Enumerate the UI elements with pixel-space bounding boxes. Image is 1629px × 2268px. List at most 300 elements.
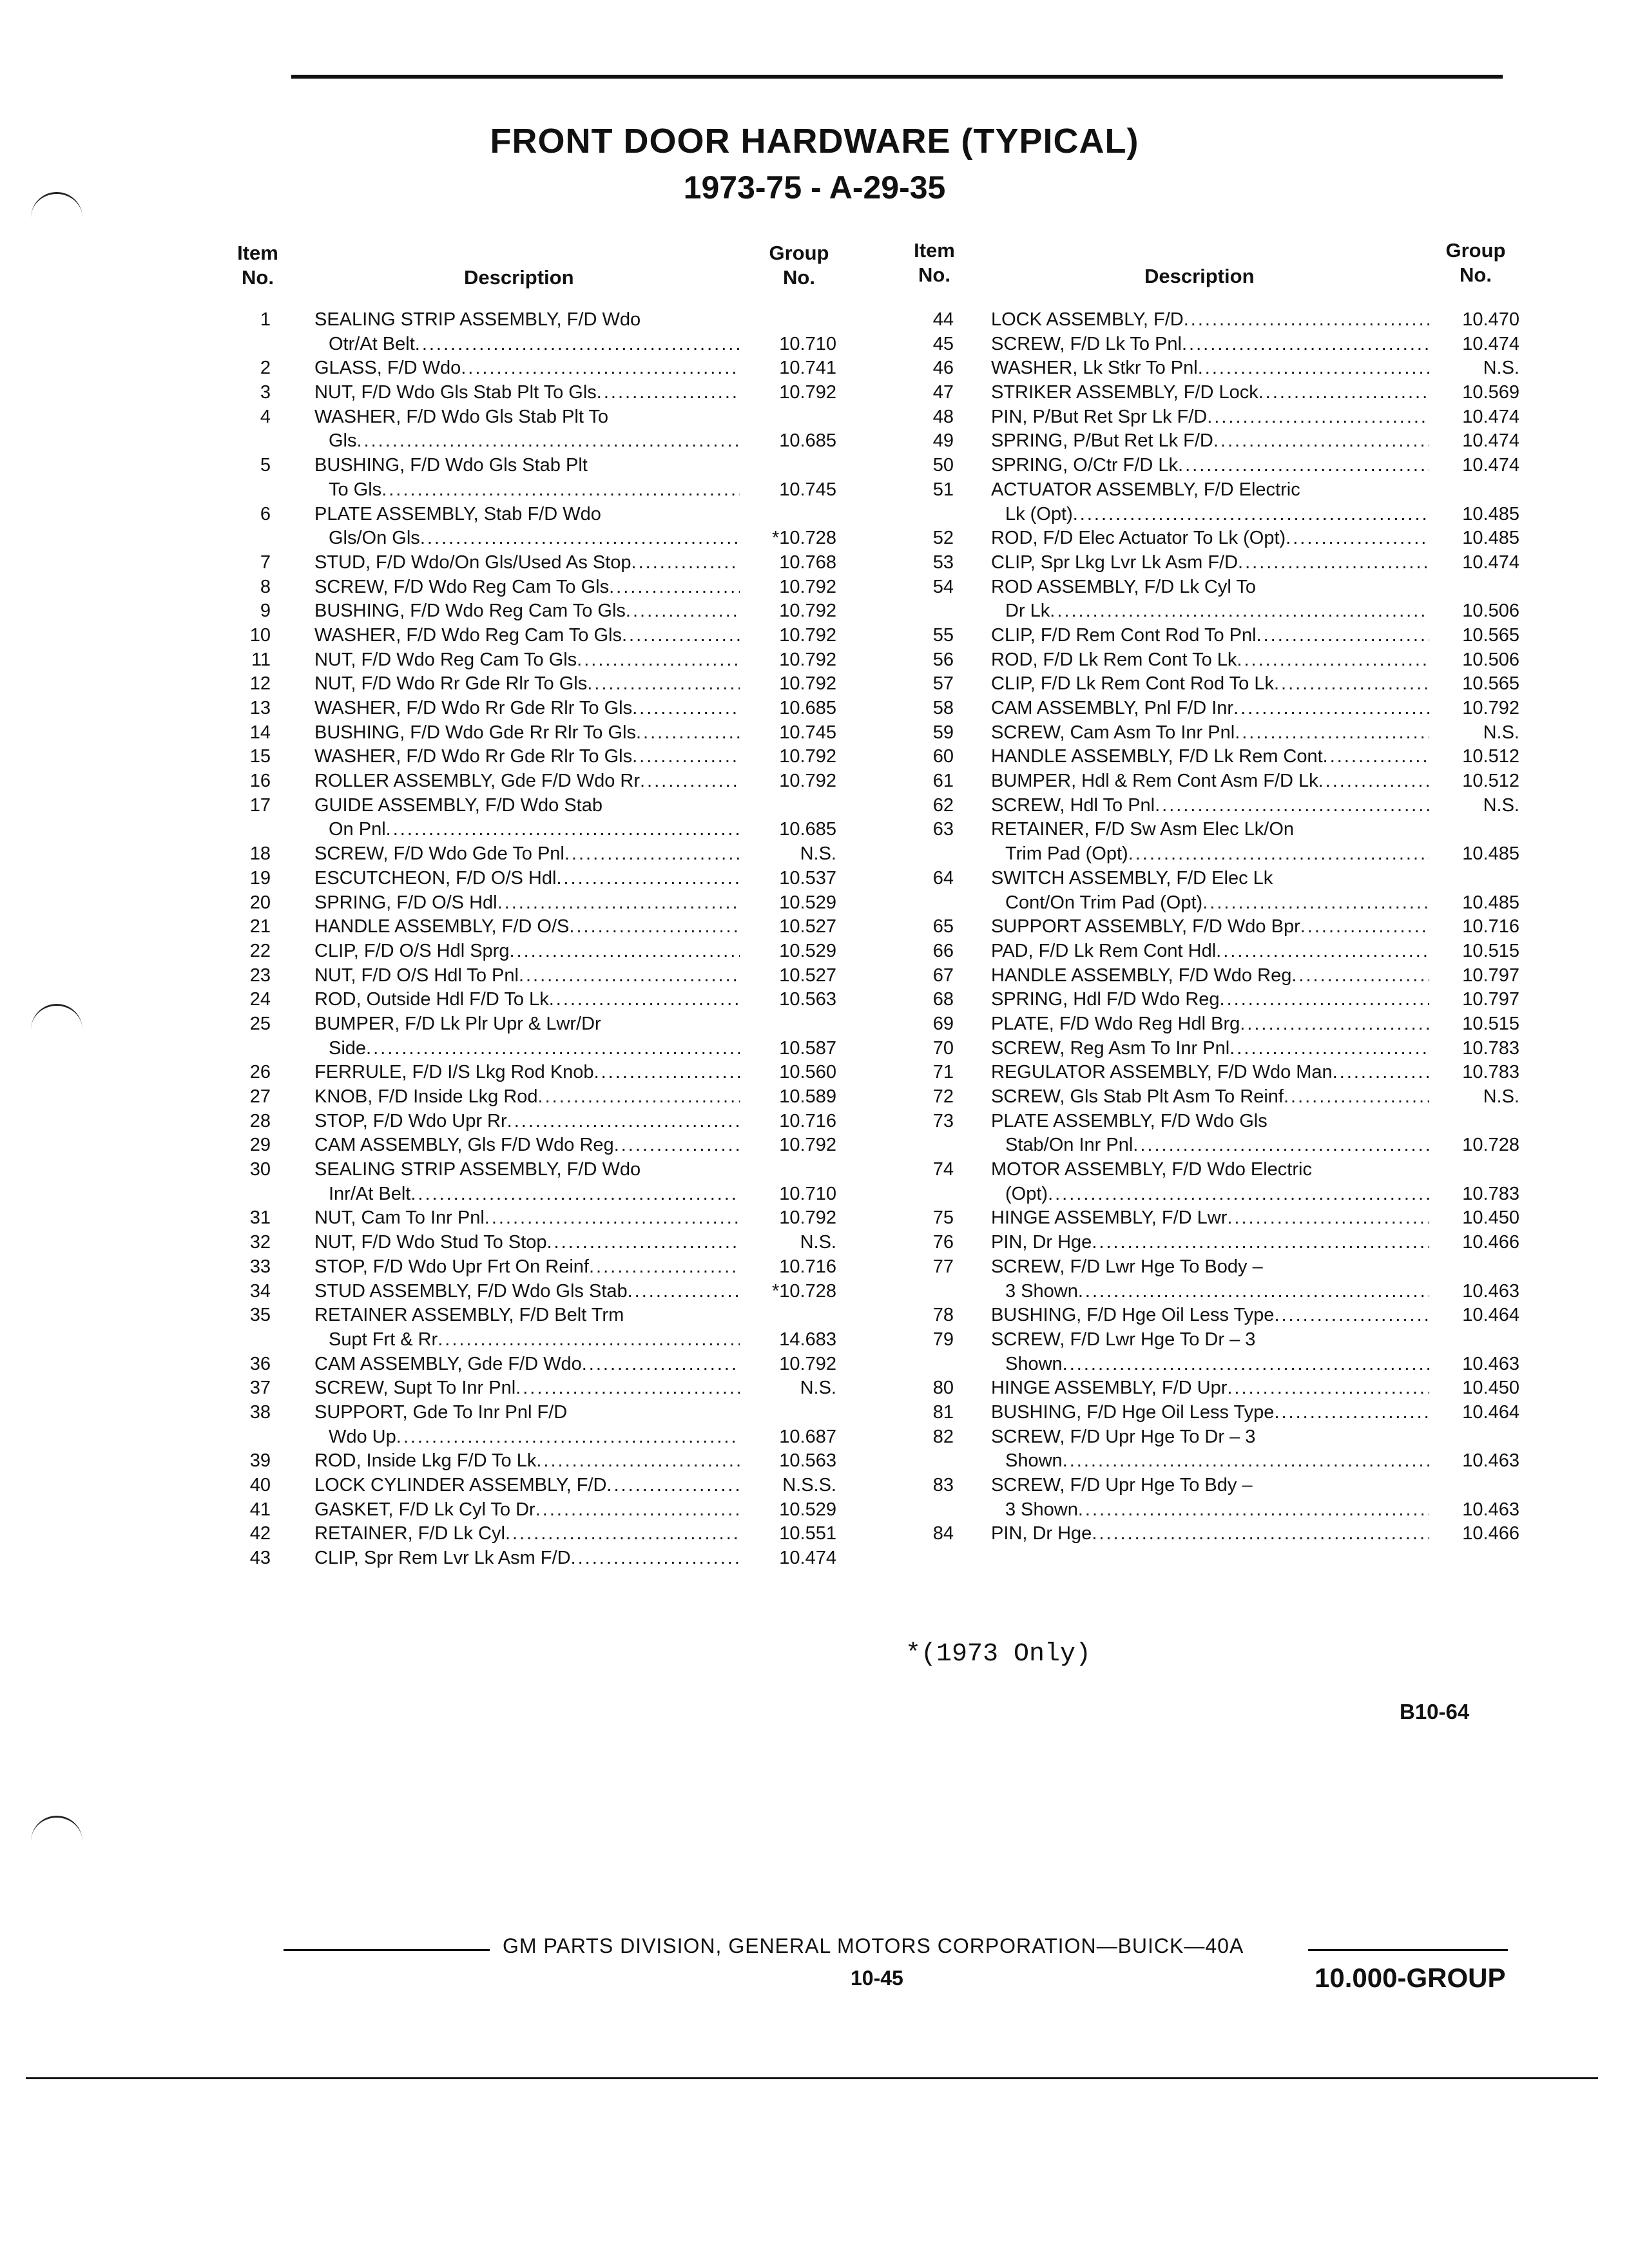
dot-leader	[1274, 1401, 1429, 1425]
item-description	[991, 794, 1429, 818]
description-text: GLASS, F/D Wdo	[314, 358, 461, 379]
description-text: HINGE ASSEMBLY, F/D Lwr	[991, 1207, 1228, 1229]
item-description	[314, 526, 740, 551]
group-number: 10.474	[1462, 455, 1519, 476]
item-description	[991, 624, 1429, 648]
table-row	[219, 672, 836, 697]
dot-leader	[631, 551, 740, 575]
table-row	[902, 405, 1519, 430]
dot-leader	[1333, 1061, 1429, 1085]
item-description	[991, 769, 1429, 794]
dot-leader	[622, 624, 740, 648]
item-description	[314, 818, 740, 842]
table-row	[219, 1401, 836, 1425]
item-number: 78	[932, 1305, 954, 1326]
group-number: 10.474	[779, 1548, 836, 1569]
group-number: N.S.	[1483, 1086, 1519, 1107]
dot-leader	[626, 599, 740, 624]
description-text: BUMPER, Hdl & Rem Cont Asm F/D Lk	[991, 771, 1318, 792]
group-number: 10.741	[779, 358, 836, 379]
item-description	[991, 575, 1429, 600]
item-description	[314, 891, 740, 916]
description-text: BUSHING, F/D Wdo Gde Rr Rlr To Gls	[314, 722, 636, 743]
footer-publisher: GM PARTS DIVISION, GENERAL MOTORS CORPORATION—BUICK—40A	[503, 1934, 1244, 1957]
item-number: 18	[249, 843, 271, 865]
description-text: WASHER, F/D Wdo Rr Gde Rlr To Gls	[314, 698, 633, 718]
table-row	[902, 381, 1519, 405]
group-number: 10.527	[779, 965, 836, 986]
group-number	[1442, 818, 1519, 842]
dot-leader	[589, 1255, 740, 1280]
dot-leader	[606, 1474, 740, 1498]
top-rule	[291, 75, 1503, 79]
item-number: 8	[260, 576, 271, 597]
description-text: ACTUATOR ASSEMBLY, F/D Electric	[991, 479, 1300, 500]
item-description	[314, 1037, 740, 1061]
dot-leader	[461, 356, 740, 381]
description-text: HANDLE ASSEMBLY, F/D O/S	[314, 916, 570, 937]
table-row	[902, 1328, 1519, 1352]
table-row	[902, 1231, 1519, 1255]
item-description	[314, 575, 740, 600]
group-number: 10.485	[1462, 503, 1519, 524]
table-row	[219, 842, 836, 867]
group-number: 10.563	[779, 989, 836, 1010]
item-number: 14	[249, 722, 271, 743]
dot-leader	[1198, 356, 1429, 381]
dot-leader	[636, 721, 740, 745]
group-number: 10.464	[1462, 1305, 1519, 1326]
group-number: 10.792	[779, 382, 836, 403]
table-row	[902, 503, 1519, 527]
item-number: 37	[249, 1378, 271, 1399]
dot-leader	[547, 1231, 740, 1255]
group-number: 10.797	[1462, 989, 1519, 1010]
description-text: PIN, Dr Hge	[991, 1523, 1092, 1544]
item-description	[314, 1085, 740, 1110]
item-description	[991, 1133, 1429, 1158]
description-text: 3 Shown	[1005, 1280, 1078, 1302]
table-row	[219, 381, 836, 405]
item-number: 21	[249, 916, 271, 937]
group-number: 10.792	[779, 746, 836, 767]
group-number: 10.589	[779, 1086, 836, 1107]
right-item-header	[909, 238, 960, 287]
item-number: 77	[932, 1256, 954, 1277]
item-description	[314, 1255, 740, 1280]
item-description	[991, 818, 1429, 842]
item-label: Item	[237, 242, 278, 264]
item-description	[314, 332, 740, 357]
description-text: SCREW, F/D Wdo Gde To Pnl	[314, 843, 564, 865]
item-number: 36	[249, 1353, 271, 1374]
table-row	[219, 1474, 836, 1498]
table-row	[902, 1206, 1519, 1231]
description-text: NUT, Cam To Inr Pnl	[314, 1207, 485, 1229]
table-row	[219, 1376, 836, 1401]
no-label: No.	[242, 266, 274, 289]
item-description	[991, 1401, 1429, 1425]
table-row	[902, 891, 1519, 916]
table-row	[902, 1037, 1519, 1061]
description-text: WASHER, F/D Wdo Gls Stab Plt To	[314, 406, 609, 427]
dot-leader	[1257, 624, 1429, 648]
table-row	[902, 1303, 1519, 1328]
left-group-header	[760, 241, 838, 290]
item-description	[314, 1401, 740, 1425]
item-description	[314, 745, 740, 769]
item-number	[902, 503, 960, 527]
item-number: 65	[932, 916, 954, 937]
description-text: BUSHING, F/D Hge Oil Less Type	[991, 1401, 1275, 1423]
item-number: 15	[249, 746, 271, 767]
item-description	[991, 454, 1429, 478]
table-row	[219, 1328, 836, 1352]
dot-leader	[1184, 308, 1429, 332]
description-text: PIN, P/But Ret Spr Lk F/D	[991, 406, 1208, 427]
table-row	[902, 478, 1519, 503]
group-number: 10.474	[1462, 333, 1519, 354]
item-number: 26	[249, 1062, 271, 1083]
item-description	[991, 551, 1429, 575]
item-description	[314, 503, 740, 527]
description-text: To Gls	[329, 479, 382, 500]
description-text: BUSHING, F/D Wdo Gls Stab Plt	[314, 455, 588, 476]
item-number: 28	[249, 1110, 271, 1131]
table-row	[219, 1280, 836, 1304]
item-description	[314, 1012, 740, 1037]
table-row	[219, 1110, 836, 1134]
table-row	[902, 1522, 1519, 1546]
group-number: 10.560	[779, 1062, 836, 1083]
description-text: STOP, F/D Wdo Upr Rr	[314, 1110, 507, 1131]
margin-mark	[31, 1816, 82, 1843]
item-description	[991, 1425, 1429, 1450]
description-text: (Opt)	[1005, 1183, 1048, 1204]
table-row	[902, 964, 1519, 988]
description-text: Gls/On Gls	[329, 528, 420, 549]
group-number: *10.728	[772, 528, 836, 549]
description-text: Gls	[329, 430, 357, 452]
dot-leader	[628, 1280, 740, 1304]
table-row	[219, 526, 836, 551]
group-number: 10.463	[1462, 1499, 1519, 1520]
group-number: 10.710	[779, 1183, 836, 1204]
description-text: WASHER, F/D Wdo Rr Gde Rlr To Gls	[314, 746, 633, 767]
description-text: RETAINER, F/D Lk Cyl	[314, 1523, 505, 1544]
description-text: NUT, F/D Wdo Reg Cam To Gls	[314, 649, 577, 670]
item-number: 35	[249, 1305, 271, 1326]
group-number: 10.563	[779, 1450, 836, 1472]
group-number: *10.728	[772, 1280, 836, 1302]
dot-leader	[1133, 1133, 1429, 1158]
table-row	[219, 1425, 836, 1450]
description-text: CAM ASSEMBLY, Gls F/D Wdo Reg	[314, 1135, 614, 1156]
item-number: 3	[260, 382, 271, 403]
dot-leader	[410, 1182, 740, 1207]
description-text: NUT, F/D Wdo Gls Stab Plt To Gls	[314, 382, 597, 403]
description-text: RETAINER ASSEMBLY, F/D Belt Trm	[314, 1305, 624, 1326]
item-description	[314, 988, 740, 1012]
description-text: STOP, F/D Wdo Upr Frt On Reinf	[314, 1256, 589, 1277]
table-row	[902, 1182, 1519, 1207]
table-row	[902, 356, 1519, 381]
description-text: Shown	[1005, 1450, 1063, 1472]
dot-leader	[1048, 1182, 1429, 1207]
table-row	[902, 551, 1519, 575]
group-number: 10.474	[1462, 430, 1519, 452]
group-number: 10.716	[779, 1110, 836, 1131]
table-row	[219, 332, 836, 357]
table-row	[902, 867, 1519, 891]
item-number: 12	[249, 673, 271, 695]
table-row	[219, 1498, 836, 1523]
item-description	[314, 794, 740, 818]
item-number: 60	[932, 746, 954, 767]
item-number: 5	[260, 455, 271, 476]
item-description	[314, 721, 740, 745]
table-row	[902, 1280, 1519, 1304]
description-text: SCREW, F/D Lk To Pnl	[991, 333, 1182, 354]
group-number	[759, 794, 836, 818]
group-number: 10.792	[1462, 698, 1519, 718]
item-description	[314, 1522, 740, 1546]
item-description	[991, 939, 1429, 964]
dot-leader	[1155, 794, 1429, 818]
dot-leader	[505, 1522, 740, 1546]
item-description	[314, 964, 740, 988]
group-number: 10.783	[1462, 1037, 1519, 1059]
item-number: 47	[932, 382, 954, 403]
group-number: 10.792	[779, 1135, 836, 1156]
group-number: 10.527	[779, 916, 836, 937]
dot-leader	[516, 1376, 740, 1401]
description-text: SCREW, F/D Lwr Hge To Dr – 3	[991, 1329, 1256, 1350]
group-number: N.S.S.	[782, 1475, 836, 1495]
table-row	[902, 624, 1519, 648]
item-description	[991, 1061, 1429, 1085]
item-number: 79	[932, 1329, 954, 1350]
description-text: SUPPORT ASSEMBLY, F/D Wdo Bpr	[991, 916, 1300, 937]
description-text: Lk (Opt)	[1005, 503, 1073, 524]
table-row	[902, 599, 1519, 624]
item-number: 9	[260, 601, 271, 622]
dot-leader	[1237, 648, 1429, 673]
left-parts-list	[219, 308, 836, 1571]
dot-leader	[1220, 988, 1429, 1012]
table-row	[219, 405, 836, 430]
group-number: 10.745	[779, 479, 836, 500]
dot-leader	[577, 648, 740, 673]
dot-leader	[357, 429, 740, 454]
item-number	[902, 1498, 960, 1523]
dot-leader	[1238, 551, 1429, 575]
item-number: 43	[249, 1548, 271, 1569]
item-description	[991, 1085, 1429, 1110]
item-number: 19	[249, 867, 271, 889]
description-text: BUSHING, F/D Wdo Reg Cam To Gls	[314, 601, 626, 622]
table-row	[902, 721, 1519, 745]
description-text: BUSHING, F/D Hge Oil Less Type	[991, 1305, 1275, 1326]
group-number: 10.792	[779, 1207, 836, 1229]
item-description	[314, 308, 740, 332]
group-number: 10.485	[1462, 528, 1519, 549]
dot-leader	[1213, 429, 1429, 454]
item-description	[314, 454, 740, 478]
item-number: 32	[249, 1232, 271, 1253]
table-row	[219, 915, 836, 939]
group-label: Group	[1445, 239, 1506, 262]
dot-leader	[1128, 842, 1429, 867]
item-description	[991, 1522, 1429, 1546]
table-row	[902, 1498, 1519, 1523]
table-row	[902, 1255, 1519, 1280]
item-description	[314, 697, 740, 721]
table-row	[219, 867, 836, 891]
description-text: PIN, Dr Hge	[991, 1232, 1092, 1253]
table-row	[219, 939, 836, 964]
description-text: SPRING, O/Ctr F/D Lk	[991, 455, 1179, 476]
description-text: REGULATOR ASSEMBLY, F/D Wdo Man	[991, 1062, 1333, 1083]
dot-leader	[594, 1061, 740, 1085]
description-text: Otr/At Belt	[329, 333, 415, 354]
item-number: 71	[932, 1062, 954, 1083]
description-text: Dr Lk	[1005, 601, 1050, 622]
item-description	[314, 648, 740, 673]
description-text: CLIP, F/D Rem Cont Rod To Pnl	[991, 624, 1257, 646]
dot-leader	[569, 915, 740, 939]
group-number: 10.745	[779, 722, 836, 743]
table-row	[219, 721, 836, 745]
item-number: 23	[249, 965, 271, 986]
dot-leader	[549, 988, 740, 1012]
dot-leader	[519, 964, 740, 988]
item-description	[991, 1231, 1429, 1255]
group-number	[759, 1401, 836, 1425]
item-description	[314, 1328, 740, 1352]
dot-leader	[1073, 503, 1429, 527]
description-text: RETAINER, F/D Sw Asm Elec Lk/On	[991, 819, 1295, 840]
table-row	[219, 1303, 836, 1328]
group-number: 10.450	[1462, 1207, 1519, 1229]
item-number: 75	[932, 1207, 954, 1229]
dot-leader	[1300, 915, 1429, 939]
group-number	[759, 1158, 836, 1182]
item-number	[902, 891, 960, 916]
group-number: 10.529	[779, 892, 836, 913]
item-number: 46	[932, 358, 954, 379]
item-number: 17	[249, 794, 271, 816]
table-row	[902, 1158, 1519, 1182]
dot-leader	[1274, 672, 1429, 697]
page-subtitle: 1973-75 - A-29-35	[683, 169, 946, 206]
item-description	[991, 745, 1429, 769]
item-description	[314, 429, 740, 454]
table-row	[902, 697, 1519, 721]
item-number: 27	[249, 1086, 271, 1107]
dot-leader	[1284, 1085, 1429, 1110]
dot-leader	[609, 575, 740, 600]
item-number	[902, 1133, 960, 1158]
item-description	[314, 1280, 740, 1304]
table-row	[219, 551, 836, 575]
item-number: 29	[249, 1135, 271, 1156]
description-text: SPRING, Hdl F/D Wdo Reg	[991, 989, 1220, 1010]
table-row	[902, 1376, 1519, 1401]
table-row	[902, 454, 1519, 478]
table-row	[219, 454, 836, 478]
item-number	[219, 1425, 277, 1450]
item-description	[991, 988, 1429, 1012]
group-number: 10.529	[779, 940, 836, 961]
item-description	[991, 1012, 1429, 1037]
dot-leader	[366, 1037, 740, 1061]
group-number: 10.551	[779, 1523, 836, 1544]
item-description	[314, 842, 740, 867]
group-number: 10.474	[1462, 552, 1519, 573]
table-row	[902, 526, 1519, 551]
item-number: 13	[249, 698, 271, 718]
item-number: 41	[249, 1499, 271, 1520]
dot-leader	[396, 1425, 740, 1450]
description-text: ROLLER ASSEMBLY, Gde F/D Wdo Rr	[314, 771, 640, 792]
item-number: 81	[932, 1401, 954, 1423]
dot-leader	[420, 526, 740, 551]
table-row	[902, 1474, 1519, 1498]
table-row	[219, 964, 836, 988]
group-number: 10.515	[1462, 940, 1519, 961]
group-number	[1442, 867, 1519, 891]
table-row	[219, 1133, 836, 1158]
table-row	[219, 818, 836, 842]
description-text: CAM ASSEMBLY, Pnl F/D Inr	[991, 698, 1234, 718]
item-description	[991, 526, 1429, 551]
table-row	[219, 794, 836, 818]
right-parts-list	[902, 308, 1519, 1546]
item-number: 40	[249, 1475, 271, 1495]
item-description	[991, 964, 1429, 988]
item-description	[314, 1158, 740, 1182]
item-number: 62	[932, 794, 954, 816]
item-number: 34	[249, 1280, 271, 1302]
group-number: 14.683	[779, 1329, 836, 1350]
description-text: SPRING, P/But Ret Lk F/D	[991, 430, 1213, 452]
group-number: 10.792	[779, 673, 836, 695]
description-text: CLIP, F/D O/S Hdl Sprg	[314, 940, 510, 961]
description-text: STRIKER ASSEMBLY, F/D Lock	[991, 382, 1258, 403]
item-number: 6	[260, 503, 271, 524]
description-text: WASHER, F/D Wdo Reg Cam To Gls	[314, 624, 622, 646]
description-text: On Pnl	[329, 819, 386, 840]
table-row	[219, 429, 836, 454]
group-number: 10.474	[1462, 406, 1519, 427]
item-number: 20	[249, 892, 271, 913]
item-description	[991, 381, 1429, 405]
item-number: 54	[932, 576, 954, 597]
dot-leader	[587, 672, 740, 697]
group-label: Group	[769, 242, 829, 264]
item-number: 53	[932, 552, 954, 573]
item-description	[991, 1255, 1429, 1280]
table-row	[219, 1182, 836, 1207]
item-number: 59	[932, 722, 954, 743]
dot-leader	[415, 332, 740, 357]
item-number: 52	[932, 528, 954, 549]
dot-leader	[632, 697, 740, 721]
item-number	[219, 526, 277, 551]
description-text: SEALING STRIP ASSEMBLY, F/D Wdo	[314, 1159, 641, 1180]
group-number: 10.464	[1462, 1401, 1519, 1423]
